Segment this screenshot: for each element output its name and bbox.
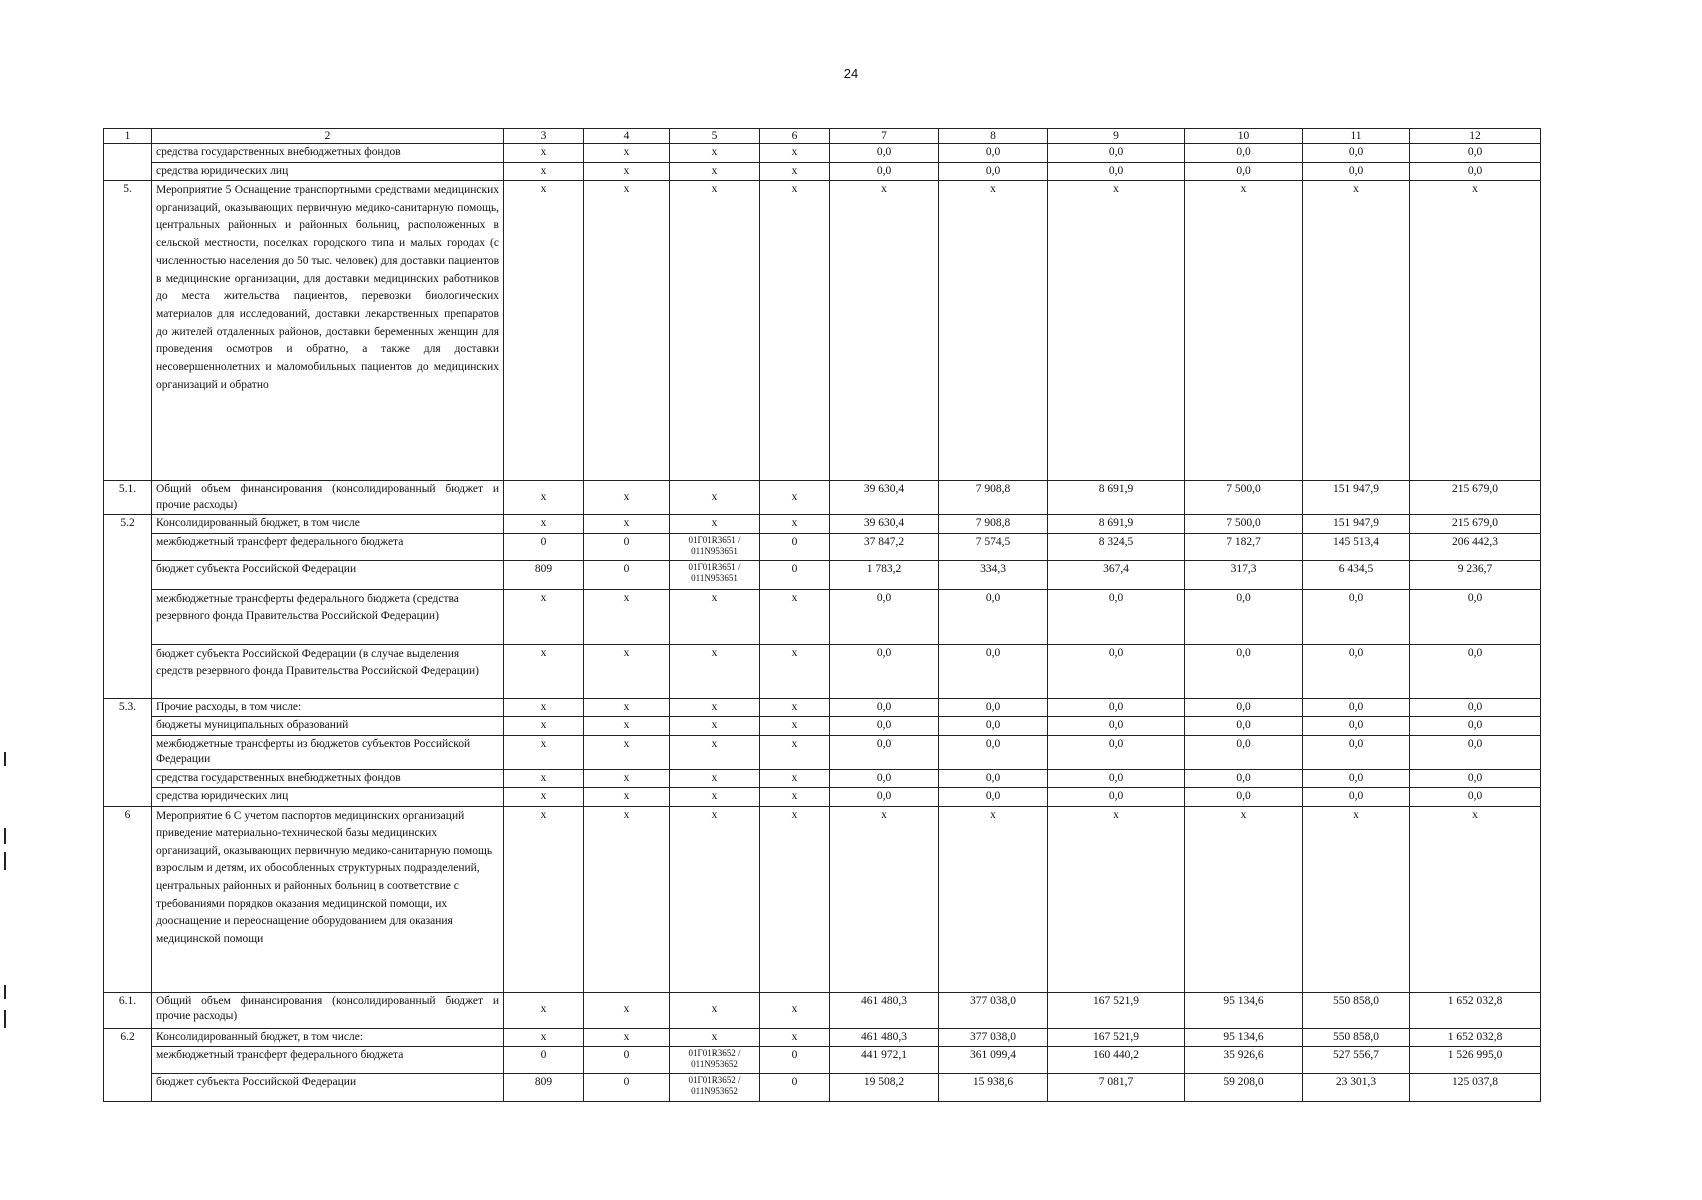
cell: 0 <box>584 1047 670 1074</box>
cell: 550 858,0 <box>1303 992 1410 1028</box>
column-number: 7 <box>830 129 939 144</box>
cell: x <box>504 1028 584 1047</box>
column-number: 1 <box>104 129 152 144</box>
cell: x <box>584 735 670 769</box>
table-row <box>104 717 1541 736</box>
budget-code: 01Г01R3651 / <box>688 534 741 545</box>
cell: x <box>670 181 760 481</box>
budget-code: 011N953652 <box>691 1086 738 1097</box>
budget-code: 01Г01R3651 / <box>688 561 741 572</box>
cell: 0,0 <box>830 144 939 163</box>
cell: 0,0 <box>1410 717 1541 736</box>
cell: 0 <box>760 1047 830 1074</box>
table-row <box>104 162 1541 181</box>
cell: x <box>760 589 830 644</box>
column-number-row <box>104 129 1541 144</box>
row-description: средства юридических лиц <box>152 788 504 807</box>
row-description: Общий объем финансирования (консолидированный бюджет и прочие расходы) <box>152 481 504 515</box>
scan-edge-mark <box>4 752 6 766</box>
table-row <box>104 1074 1541 1102</box>
cell: 6 434,5 <box>1303 560 1410 589</box>
document-table-wrapper <box>103 128 1541 1102</box>
cell: x <box>670 806 760 992</box>
cell: 0,0 <box>939 735 1048 769</box>
cell: 0,0 <box>1185 144 1303 163</box>
budget-code: 01Г01R3652 / <box>688 1048 741 1059</box>
scan-edge-mark <box>4 828 6 844</box>
cell: 334,3 <box>939 560 1048 589</box>
cell: 0,0 <box>1048 162 1185 181</box>
page-number: 24 <box>843 66 859 81</box>
cell: x <box>670 144 760 163</box>
cell: 0,0 <box>1303 644 1410 698</box>
cell: 377 038,0 <box>939 1028 1048 1047</box>
budget-code-cell <box>670 1047 760 1074</box>
cell: 441 972,1 <box>830 1047 939 1074</box>
cell: x <box>670 1028 760 1047</box>
cell: x <box>504 515 584 534</box>
row-description: Мероприятие 5 Оснащение транспортными средствами медицинских организаций, оказывающих первичную медико-санитарную помощь, центральных районных и районных больниц, расположенных в сельской местности, поселках городского типа и малых городах (с численностью населения до 50 тыс. человек) для доставки пациентов в медицинские организации, для доставки медицинских работников до места жительства пациентов, перевозки биологических материалов для исследований, доставки лекарственных препаратов до жителей отдаленных районов, доставки беременных женщин для проведения осмотров и обратно, а также для доставки несовершеннолетних и маломобильных пациентов до медицинских организаций и обратно <box>152 181 504 481</box>
scan-edge-mark <box>4 1010 6 1028</box>
row-description: Общий объем финансирования (консолидированный бюджет и прочие расходы) <box>152 992 504 1028</box>
cell: 0,0 <box>1185 769 1303 788</box>
table-row <box>104 1028 1541 1047</box>
cell: 0,0 <box>1303 788 1410 807</box>
cell: x <box>584 589 670 644</box>
column-number: 5 <box>670 129 760 144</box>
cell: 0,0 <box>830 589 939 644</box>
cell: 0,0 <box>1410 589 1541 644</box>
cell: 0,0 <box>939 589 1048 644</box>
row-number: 5.3. <box>104 698 152 806</box>
cell: 151 947,9 <box>1303 481 1410 515</box>
cell: 8 324,5 <box>1048 533 1185 560</box>
cell: x <box>504 769 584 788</box>
cell: x <box>760 162 830 181</box>
cell: 0 <box>584 533 670 560</box>
row-description: Мероприятие 6 С учетом паспортов медицинских организаций приведение материально-технической базы медицинских организаций, оказывающих первичную медико-санитарную помощь взрослым и детям, их обособленных структурных подразделений, центральных районных и районных больниц в соответствие с требованиями порядков оказания медицинской помощи, их дооснащение и переоснащение оборудованием для оказания медицинской помощи <box>152 806 504 992</box>
cell: x <box>760 698 830 717</box>
cell: 215 679,0 <box>1410 481 1541 515</box>
cell: x <box>584 1028 670 1047</box>
row-description: бюджет субъекта Российской Федерации <box>152 1074 504 1102</box>
cell: x <box>830 181 939 481</box>
cell: 550 858,0 <box>1303 1028 1410 1047</box>
scan-edge-mark <box>4 852 6 870</box>
cell: x <box>760 644 830 698</box>
row-number: 6 <box>104 806 152 992</box>
cell: x <box>584 181 670 481</box>
cell: 7 908,8 <box>939 515 1048 534</box>
cell: 0,0 <box>939 769 1048 788</box>
cell: x <box>584 162 670 181</box>
cell: x <box>504 735 584 769</box>
table-row <box>104 698 1541 717</box>
cell: 0,0 <box>1048 769 1185 788</box>
cell: 0,0 <box>1410 769 1541 788</box>
cell: 0,0 <box>939 644 1048 698</box>
cell: x <box>504 481 584 515</box>
row-description: Консолидированный бюджет, в том числе: <box>152 1028 504 1047</box>
cell: x <box>1185 806 1303 992</box>
budget-code-cell <box>670 560 760 589</box>
cell: x <box>670 769 760 788</box>
column-number: 10 <box>1185 129 1303 144</box>
cell: 0,0 <box>1048 735 1185 769</box>
cell: x <box>504 717 584 736</box>
cell: 7 500,0 <box>1185 481 1303 515</box>
budget-code-cell <box>670 1074 760 1102</box>
cell: 0 <box>760 533 830 560</box>
cell: 0,0 <box>939 717 1048 736</box>
cell: 0,0 <box>1048 698 1185 717</box>
cell: 0,0 <box>1303 717 1410 736</box>
cell: x <box>760 144 830 163</box>
table-row <box>104 644 1541 698</box>
cell: 167 521,9 <box>1048 1028 1185 1047</box>
budget-code-cell <box>670 533 760 560</box>
table-row <box>104 735 1541 769</box>
cell: 151 947,9 <box>1303 515 1410 534</box>
cell: x <box>584 644 670 698</box>
row-number: 5.1. <box>104 481 152 515</box>
cell: x <box>760 515 830 534</box>
cell: 0,0 <box>1048 717 1185 736</box>
table-row <box>104 515 1541 534</box>
cell: x <box>584 992 670 1028</box>
cell: 0,0 <box>830 735 939 769</box>
cell: x <box>670 717 760 736</box>
row-number: 6.1. <box>104 992 152 1028</box>
cell: x <box>670 515 760 534</box>
budget-code: 01Г01R3652 / <box>688 1075 741 1086</box>
table-row <box>104 560 1541 589</box>
row-description: межбюджетный трансферт федерального бюджета <box>152 1047 504 1074</box>
table-row <box>104 481 1541 515</box>
cell: 206 442,3 <box>1410 533 1541 560</box>
cell: x <box>670 644 760 698</box>
cell: 317,3 <box>1185 560 1303 589</box>
cell: x <box>830 806 939 992</box>
cell: x <box>760 992 830 1028</box>
table-row <box>104 769 1541 788</box>
row-description: Консолидированный бюджет, в том числе <box>152 515 504 534</box>
table-row <box>104 992 1541 1028</box>
cell: x <box>584 481 670 515</box>
cell: x <box>584 769 670 788</box>
row-number: 5. <box>104 181 152 481</box>
cell: x <box>670 735 760 769</box>
cell: x <box>1048 806 1185 992</box>
budget-code: 011N953652 <box>691 1059 738 1070</box>
cell: x <box>939 806 1048 992</box>
cell: 0,0 <box>1048 589 1185 644</box>
cell: 0,0 <box>1303 144 1410 163</box>
cell: 0 <box>584 560 670 589</box>
cell: 527 556,7 <box>1303 1047 1410 1074</box>
cell: 0,0 <box>1185 644 1303 698</box>
cell: x <box>584 717 670 736</box>
row-description: средства юридических лиц <box>152 162 504 181</box>
cell: 9 236,7 <box>1410 560 1541 589</box>
row-description: средства государственных внебюджетных фондов <box>152 144 504 163</box>
cell: 0,0 <box>1410 644 1541 698</box>
column-number: 2 <box>152 129 504 144</box>
table-row <box>104 144 1541 163</box>
financing-table <box>103 128 1541 1102</box>
cell: 809 <box>504 1074 584 1102</box>
cell: 23 301,3 <box>1303 1074 1410 1102</box>
column-number: 8 <box>939 129 1048 144</box>
cell: x <box>504 144 584 163</box>
cell: x <box>584 515 670 534</box>
cell: x <box>504 589 584 644</box>
cell: x <box>670 162 760 181</box>
cell: 35 926,6 <box>1185 1047 1303 1074</box>
table-row <box>104 533 1541 560</box>
cell: x <box>760 769 830 788</box>
cell: 15 938,6 <box>939 1074 1048 1102</box>
cell: 0,0 <box>830 698 939 717</box>
cell: 1 652 032,8 <box>1410 1028 1541 1047</box>
cell: x <box>584 698 670 717</box>
cell: 461 480,3 <box>830 1028 939 1047</box>
cell: 0,0 <box>1048 644 1185 698</box>
cell: x <box>504 788 584 807</box>
cell: 37 847,2 <box>830 533 939 560</box>
cell: 0,0 <box>830 717 939 736</box>
cell: 0,0 <box>1185 589 1303 644</box>
cell: x <box>504 644 584 698</box>
column-number: 6 <box>760 129 830 144</box>
cell: 8 691,9 <box>1048 481 1185 515</box>
cell: x <box>760 806 830 992</box>
row-number-cell <box>104 144 152 181</box>
cell: 0 <box>760 1074 830 1102</box>
cell: 0 <box>504 1047 584 1074</box>
cell: x <box>760 181 830 481</box>
row-description: Прочие расходы, в том числе: <box>152 698 504 717</box>
cell: 0,0 <box>1303 769 1410 788</box>
row-description: межбюджетные трансферты из бюджетов субъектов Российской Федерации <box>152 735 504 769</box>
column-number: 9 <box>1048 129 1185 144</box>
cell: 377 038,0 <box>939 992 1048 1028</box>
row-number: 5.2 <box>104 515 152 699</box>
table-row <box>104 589 1541 644</box>
cell: x <box>584 806 670 992</box>
cell: 0,0 <box>1185 788 1303 807</box>
row-description: средства государственных внебюджетных фондов <box>152 769 504 788</box>
cell: 0,0 <box>1303 698 1410 717</box>
cell: 0,0 <box>1410 735 1541 769</box>
cell: x <box>670 992 760 1028</box>
row-number: 6.2 <box>104 1028 152 1102</box>
column-number: 4 <box>584 129 670 144</box>
cell: 95 134,6 <box>1185 1028 1303 1047</box>
column-number: 12 <box>1410 129 1541 144</box>
cell: x <box>670 481 760 515</box>
cell: x <box>1048 181 1185 481</box>
cell: 0,0 <box>830 162 939 181</box>
cell: 0,0 <box>939 144 1048 163</box>
row-description: бюджет субъекта Российской Федерации <box>152 560 504 589</box>
cell: x <box>1303 181 1410 481</box>
table-row <box>104 788 1541 807</box>
cell: 7 574,5 <box>939 533 1048 560</box>
cell: x <box>670 788 760 807</box>
cell: x <box>760 735 830 769</box>
cell: 0 <box>504 533 584 560</box>
cell: 809 <box>504 560 584 589</box>
row-description: межбюджетные трансферты федерального бюджета (средства резервного фонда Правительства Российской Федерации) <box>152 589 504 644</box>
cell: 0,0 <box>1185 735 1303 769</box>
cell: 125 037,8 <box>1410 1074 1541 1102</box>
cell: x <box>504 698 584 717</box>
cell: 461 480,3 <box>830 992 939 1028</box>
cell: 0,0 <box>939 698 1048 717</box>
row-description: бюджеты муниципальных образований <box>152 717 504 736</box>
cell: 0,0 <box>1410 144 1541 163</box>
cell: x <box>1185 181 1303 481</box>
cell: 0,0 <box>1185 162 1303 181</box>
cell: 0,0 <box>1048 788 1185 807</box>
cell: 0,0 <box>1048 144 1185 163</box>
cell: 0,0 <box>1410 162 1541 181</box>
table-row <box>104 806 1541 992</box>
cell: 0,0 <box>1303 162 1410 181</box>
cell: 1 652 032,8 <box>1410 992 1541 1028</box>
table-row <box>104 1047 1541 1074</box>
row-description: межбюджетный трансферт федерального бюджета <box>152 533 504 560</box>
cell: 0,0 <box>1303 589 1410 644</box>
cell: 39 630,4 <box>830 515 939 534</box>
cell: 367,4 <box>1048 560 1185 589</box>
cell: 0,0 <box>1303 735 1410 769</box>
cell: x <box>760 788 830 807</box>
cell: 0 <box>760 560 830 589</box>
cell: x <box>504 992 584 1028</box>
cell: 8 691,9 <box>1048 515 1185 534</box>
cell: 7 908,8 <box>939 481 1048 515</box>
cell: 59 208,0 <box>1185 1074 1303 1102</box>
cell: x <box>1410 806 1541 992</box>
cell: 7 182,7 <box>1185 533 1303 560</box>
cell: 0,0 <box>1185 717 1303 736</box>
cell: 361 099,4 <box>939 1047 1048 1074</box>
cell: 1 526 995,0 <box>1410 1047 1541 1074</box>
cell: x <box>584 788 670 807</box>
budget-code: 011N953651 <box>691 545 738 556</box>
cell: x <box>670 589 760 644</box>
cell: x <box>760 1028 830 1047</box>
table-row <box>104 181 1541 481</box>
cell: 39 630,4 <box>830 481 939 515</box>
cell: 0,0 <box>1410 788 1541 807</box>
cell: 145 513,4 <box>1303 533 1410 560</box>
cell: 0,0 <box>830 769 939 788</box>
cell: 95 134,6 <box>1185 992 1303 1028</box>
cell: 0,0 <box>939 788 1048 807</box>
cell: x <box>504 181 584 481</box>
cell: x <box>760 481 830 515</box>
scan-edge-mark <box>4 985 6 999</box>
cell: x <box>670 698 760 717</box>
cell: x <box>504 162 584 181</box>
cell: x <box>939 181 1048 481</box>
cell: 0 <box>584 1074 670 1102</box>
cell: x <box>1410 181 1541 481</box>
cell: x <box>504 806 584 992</box>
cell: 0,0 <box>830 644 939 698</box>
cell: x <box>584 144 670 163</box>
cell: 215 679,0 <box>1410 515 1541 534</box>
cell: x <box>1303 806 1410 992</box>
cell: 160 440,2 <box>1048 1047 1185 1074</box>
budget-code: 011N953651 <box>691 572 738 583</box>
column-number: 11 <box>1303 129 1410 144</box>
row-description: бюджет субъекта Российской Федерации (в случае выделения средств резервного фонда Правительства Российской Федерации) <box>152 644 504 698</box>
cell: 0,0 <box>939 162 1048 181</box>
cell: 167 521,9 <box>1048 992 1185 1028</box>
column-number: 3 <box>504 129 584 144</box>
cell: 19 508,2 <box>830 1074 939 1102</box>
cell: x <box>760 717 830 736</box>
cell: 0,0 <box>1185 698 1303 717</box>
cell: 1 783,2 <box>830 560 939 589</box>
cell: 7 500,0 <box>1185 515 1303 534</box>
cell: 0,0 <box>830 788 939 807</box>
cell: 7 081,7 <box>1048 1074 1185 1102</box>
cell: 0,0 <box>1410 698 1541 717</box>
